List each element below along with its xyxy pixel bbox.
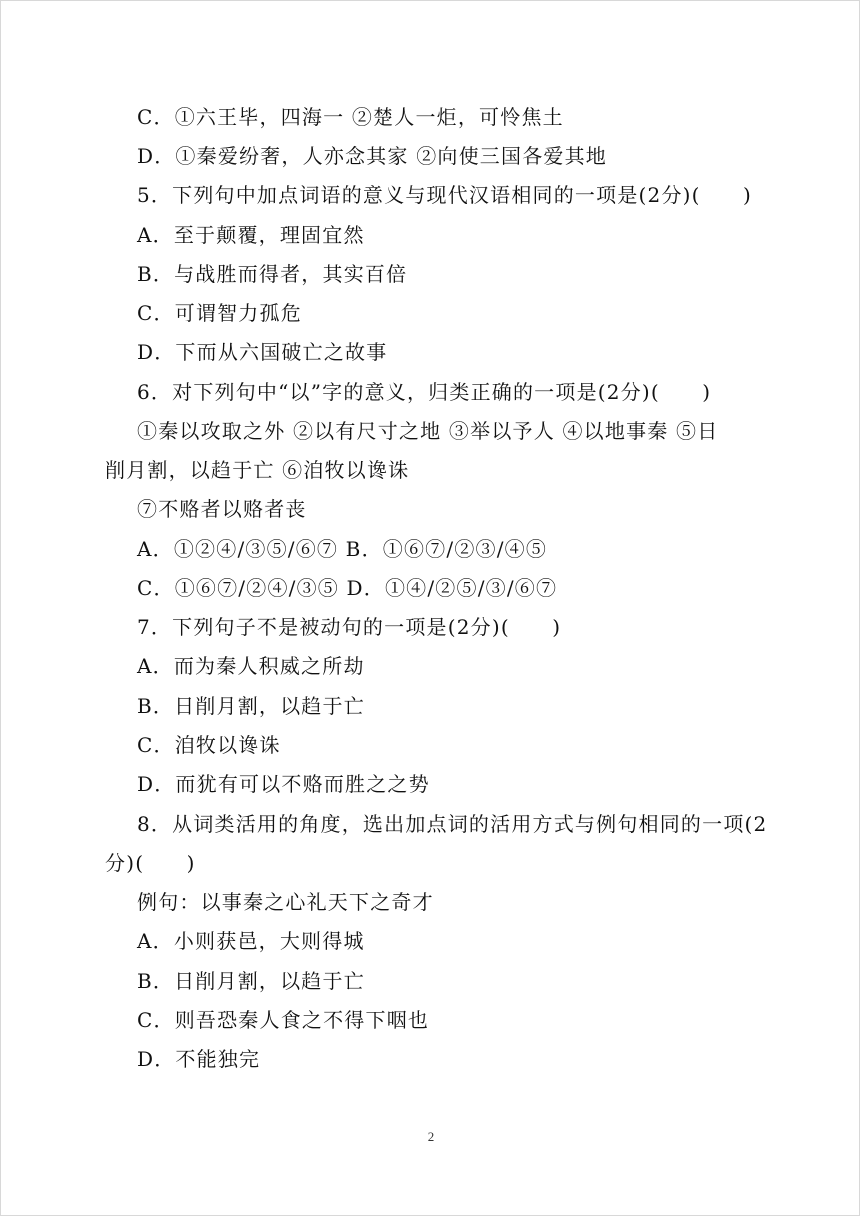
question-6: 6．对下列句中“以”字的意义，归类正确的一项是(2分)( )	[137, 380, 712, 404]
question-6-sentences-line-3: ⑦不赂者以赂者丧	[137, 497, 307, 521]
question-5: 5．下列句中加点词语的意义与现代汉语相同的一项是(2分)( )	[137, 183, 753, 207]
option-d-q8: D．不能独完	[137, 1047, 261, 1071]
question-6-sentences-line-2: 削月割，以趋于亡 ⑥洎牧以谗诛	[105, 458, 410, 482]
option-a-q7: A．而为秦人积威之所劫	[137, 654, 365, 678]
option-c-q5: C．可谓智力孤危	[137, 301, 302, 325]
option-b-q5: B．与战胜而得者，其实百倍	[137, 262, 408, 286]
option-c-q7: C．洎牧以谗诛	[137, 733, 281, 757]
option-d-q5: D．下而从六国破亡之故事	[137, 340, 388, 364]
option-c-q4: C．①六王毕，四海一 ②楚人一炬，可怜焦土	[137, 105, 564, 129]
question-6-sentences-line-1: ①秦以攻取之外 ②以有尺寸之地 ③举以予人 ④以地事秦 ⑤日	[137, 419, 719, 443]
option-d-q7: D．而犹有可以不赂而胜之之势	[137, 772, 430, 796]
options-cd-q6: C．①⑥⑦/②④/③⑤ D．①④/②⑤/③/⑥⑦	[137, 576, 558, 600]
question-8-line-1: 8．从词类活用的角度，选出加点词的活用方式与例句相同的一项(2	[137, 812, 768, 836]
page-number: 2	[427, 1129, 435, 1144]
option-c-q8: C．则吾恐秦人食之不得下咽也	[137, 1008, 430, 1032]
question-7: 7．下列句子不是被动句的一项是(2分)( )	[137, 615, 562, 639]
option-d-q4: D．①秦爱纷奢，人亦念其家 ②向使三国各爱其地	[137, 144, 607, 168]
options-ab-q6: A．①②④/③⑤/⑥⑦ B．①⑥⑦/②③/④⑤	[137, 537, 548, 561]
example-sentence-q8: 例句：以事秦之心礼天下之奇才	[137, 890, 434, 914]
option-b-q8: B．日削月割，以趋于亡	[137, 969, 365, 993]
option-a-q8: A．小则获邑，大则得城	[137, 929, 365, 953]
option-a-q5: A．至于颠覆，理固宜然	[137, 223, 365, 247]
option-b-q7: B．日削月割，以趋于亡	[137, 694, 365, 718]
question-8-line-2: 分)( )	[105, 851, 196, 875]
